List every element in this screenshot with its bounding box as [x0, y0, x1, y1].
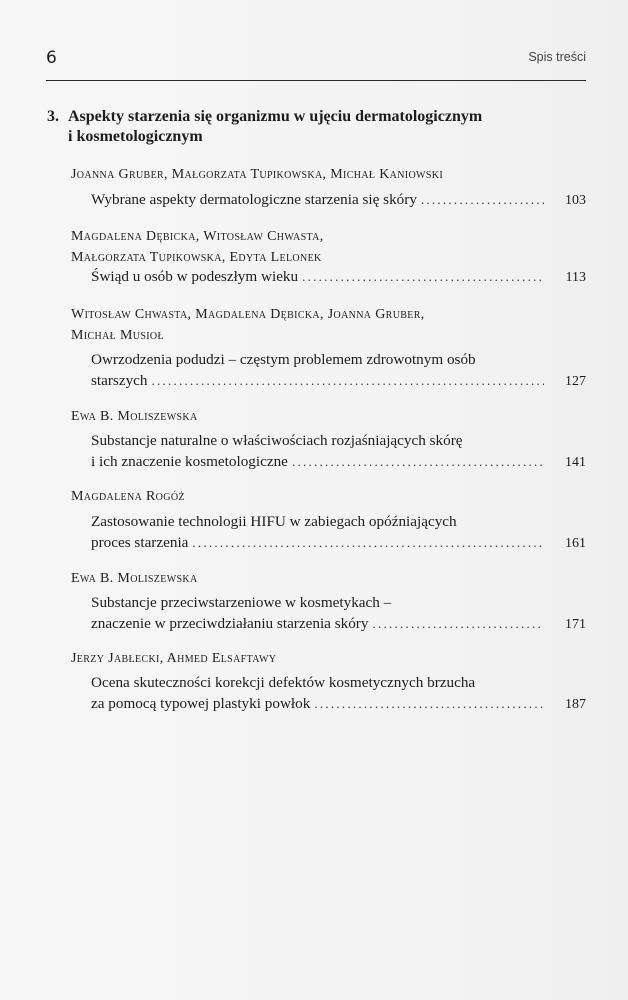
author-line: Magdalena Rogóż — [71, 489, 185, 504]
toc-entry-authors — [71, 486, 541, 507]
toc-page-number: 161 — [565, 536, 586, 551]
toc-entry-authors — [71, 648, 541, 669]
section-title-line-2: i kosmetologicznym — [68, 128, 203, 145]
toc-entry-final-line — [91, 451, 586, 473]
toc-entry-title-text: Owrzodzenia podudzi – częstym problemem zdrowotnym osób — [91, 351, 476, 368]
toc-entry-title-text: Zastosowanie technologii HIFU w zabiegach opóźniających — [91, 513, 457, 530]
author-line: Joanna Gruber, Małgorzata Tupikowska, Michał Kaniowski — [71, 167, 444, 182]
author-line: Ewa B. Moliszewska — [71, 409, 198, 424]
toc-entry-title[interactable] — [91, 430, 586, 473]
toc-page-number: 127 — [565, 374, 586, 389]
toc-entry-authors — [71, 164, 541, 185]
toc-entry-authors — [71, 568, 541, 589]
toc-entry-authors — [71, 406, 541, 427]
toc-entry-final-line — [91, 693, 586, 715]
toc-entry-title[interactable] — [91, 266, 586, 288]
toc-entry-title[interactable] — [91, 189, 586, 211]
toc-entry-title-text: znaczenie w przeciwdziałaniu starzenia skóry — [91, 615, 369, 632]
toc-entry-final-line — [91, 613, 586, 635]
toc-page-number: 113 — [565, 270, 586, 285]
section-heading — [47, 107, 517, 147]
toc-entry-final-line — [91, 266, 586, 288]
dot-leader — [310, 693, 544, 714]
toc-entry-title[interactable] — [91, 592, 586, 635]
toc-entry-final-line — [91, 370, 586, 392]
dot-leader — [188, 532, 544, 553]
toc-entry-title-text: Wybrane aspekty dermatologiczne starzenia się skóry — [91, 191, 417, 208]
author-line: Michał Musioł — [71, 328, 164, 343]
author-line: Jerzy Jabłecki, Ahmed Elsaftawy — [71, 651, 277, 666]
dot-leader — [288, 451, 544, 472]
toc-entry-final-line — [91, 532, 586, 554]
toc-entry-authors — [71, 304, 541, 346]
toc-entry-title-text: Substancje przeciwstarzeniowe w kosmetykach – — [91, 594, 392, 611]
toc-entry-title[interactable] — [91, 672, 586, 715]
section-number: 3. — [47, 108, 59, 125]
toc-entry-title-text: Świąd u osób w podeszłym wieku — [91, 268, 299, 285]
dot-leader — [368, 613, 544, 634]
toc-entry-title-text: Substancje naturalne o właściwościach rozjaśniających skórę — [91, 432, 463, 449]
toc-entry-title-text: starszych — [91, 372, 148, 389]
author-line: Witosław Chwasta, Magdalena Dębicka, Joanna Gruber, — [71, 307, 425, 322]
dot-leader — [298, 266, 544, 287]
toc-page-number: 171 — [565, 617, 586, 632]
toc-entry-title[interactable] — [91, 511, 586, 554]
section-title-line-1: Aspekty starzenia się organizmu w ujęciu dermatologicznym — [68, 108, 483, 125]
toc-entry-title-text: proces starzenia — [91, 534, 189, 551]
running-header — [46, 40, 586, 81]
toc-entry-title-text: i ich znaczenie kosmetologiczne — [91, 453, 288, 470]
toc-page-number: 103 — [565, 193, 586, 208]
author-line: Magdalena Dębicka, Witosław Chwasta, — [71, 229, 324, 244]
toc-page-number: 187 — [565, 697, 586, 712]
toc-entry-title-text: Ocena skuteczności korekcji defektów kosmetycznych brzucha — [91, 674, 476, 691]
toc-entry-title-text: za pomocą typowej plastyki powłok — [91, 695, 311, 712]
running-section-label: Spis treści — [528, 50, 586, 64]
author-line: Małgorzata Tupikowska, Edyta Lelonek — [71, 250, 322, 265]
page-number: 6 — [46, 48, 57, 68]
dot-leader — [148, 370, 544, 391]
dot-leader — [417, 189, 544, 210]
toc-entry-title[interactable] — [91, 349, 586, 392]
toc-entry-final-line — [91, 189, 586, 211]
toc-page-number: 141 — [565, 455, 586, 470]
author-line: Ewa B. Moliszewska — [71, 571, 198, 586]
toc-entry-authors — [71, 226, 541, 268]
